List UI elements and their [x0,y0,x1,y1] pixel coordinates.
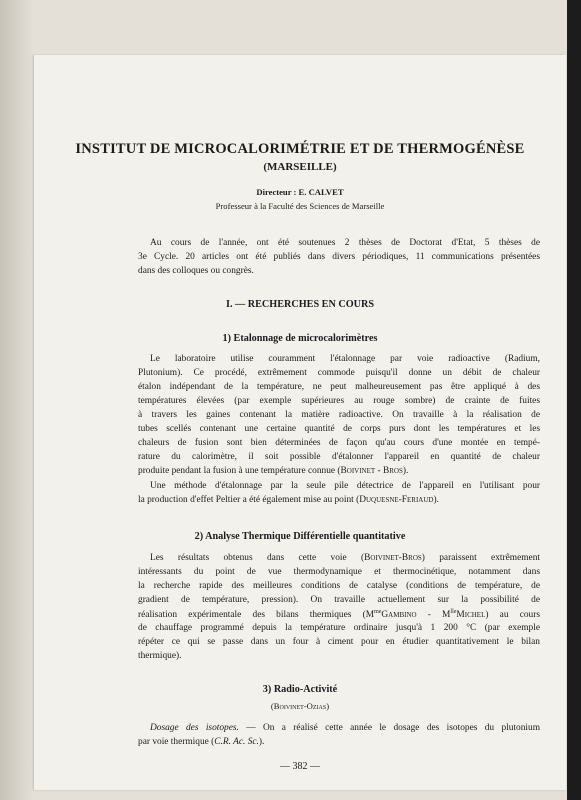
intro-line: Au cours de l'année, ont été soutenues 2 thèses de Doctorat d'Etat, 5 thèses de [150,238,540,248]
paragraph-line: Plutonium). Ce procédé, extrêmement commode puisqu'il donne un débit de chaleur [138,368,540,378]
book-spine-shadow [0,0,34,800]
subsection-authors: (Boivinet-Ozias) [270,701,330,711]
text-run: ). [433,495,439,505]
text-run: — On a réalisé cette année le dosage des isotopes du plutonium [238,723,540,733]
italic-run: Dosage des isotopes. [150,723,239,733]
paragraph-line: de chauffage programmé depuis la température ordinaire jusqu'à 1 200 °C (par exemple [138,623,540,633]
author-name: Boivinet - Bros [340,466,403,476]
author-name: Gambino [381,610,417,621]
text-run: la production d'effet Peltier a été également mise au point ( [138,495,360,505]
italic-run: C.R. Ac. Sc. [214,737,259,747]
subsection-title: 1) Etalonnage de microcalorimètres [222,333,378,344]
intro-line: 3e Cycle. 20 articles ont été publiés dans divers périodiques, 11 communications présentées [138,252,540,262]
author-name: Boivinet-Bros [364,553,422,563]
author-name: Duquesne-Feriaud [359,495,434,505]
paragraph-line [138,495,540,505]
text-run: ). [258,737,265,747]
intro-line: dans des colloques ou congrès. [138,266,254,276]
text-run: réalisation expérimentale des bilans thermiques (M [138,610,375,621]
institute-location: (MARSEILLE) [263,161,337,173]
document-page [34,55,566,790]
text-run: ) au cours [485,610,540,621]
text-run: ) paraissent extrêmement [421,553,540,563]
director-line [34,187,566,197]
page-number: — 382 — [280,761,320,772]
paragraph-line: chaleurs de fusion sont bien déterminées de façon qu'au cours d'une montée en tempé- [138,438,540,448]
paragraph-line [150,723,540,733]
director-role: Professeur à la Faculté des Sciences de Marseille [215,201,385,211]
director-label: Directeur : [256,187,297,197]
paragraph-line: tubes scellés contenant une certaine quantité de corps purs dont les températures et les [138,424,540,434]
paragraph-line: intéressants du point de vue thermodynamique et thermocinétique, notamment dans [138,567,540,577]
section-heading: I. — RECHERCHES EN COURS [225,299,375,310]
text-run: Les résultats obtenus dans cette voie ( [150,553,365,563]
institute-title: INSTITUT DE MICROCALORIMÉTRIE ET DE THERMOGÉNÈSE [75,141,525,157]
paragraph-line: gradient de température, pression). On travaille actuellement sur la possibilité de [138,595,540,605]
subsection-title: 3) Radio-Activité [262,684,338,695]
paragraph-line: rature du calorimètre, il soit possible d'étalonner l'appareil en quantité de chaleur [138,452,540,462]
paragraph-line: répéter ce qui se passe dans un four à ciment pour en étudier quantitativement le bilan [138,637,540,647]
superscript: lle [450,609,457,615]
paragraph-line: étalon indépendant de la température, ne peut malheureusement pas être appliqué à des [138,382,540,392]
paragraph-line: Le laboratoire utilise couramment l'étalonnage par voie radioactive (Radium, [150,354,540,364]
paragraph-line: thermique). [138,651,182,661]
paragraph-line: Une méthode d'étalonnage par la seule pile détectrice de l'appareil en l'utilisant pour [150,481,540,491]
paragraph-line: températures élevées (par exemple supérieures au rouge sombre) de crainte de fuites [138,396,540,406]
text-run: ). [402,466,409,476]
text-run: par voie thermique ( [138,737,215,747]
paragraph-line: la recherche rapide des meilleures conditions de catalyse (conditions de température, de [138,581,540,591]
paragraph-line [138,737,540,747]
paragraph-line: à travers les gaines contenant la matière radioactive. On travaille à la réalisation de [138,410,540,420]
superscript: me [374,609,382,615]
scan-edge [567,0,581,800]
paragraph-line [150,553,540,563]
paragraph-line [138,466,540,476]
paragraph-line [138,609,540,620]
author-name: Michel [456,610,486,621]
text-run: - M [416,610,451,621]
subsection-title: 2) Analyse Thermique Différentielle quantitative [194,531,406,542]
text-run: produite pendant la fusion à une température connue ( [138,466,341,476]
director-name: E. CALVET [298,187,344,197]
